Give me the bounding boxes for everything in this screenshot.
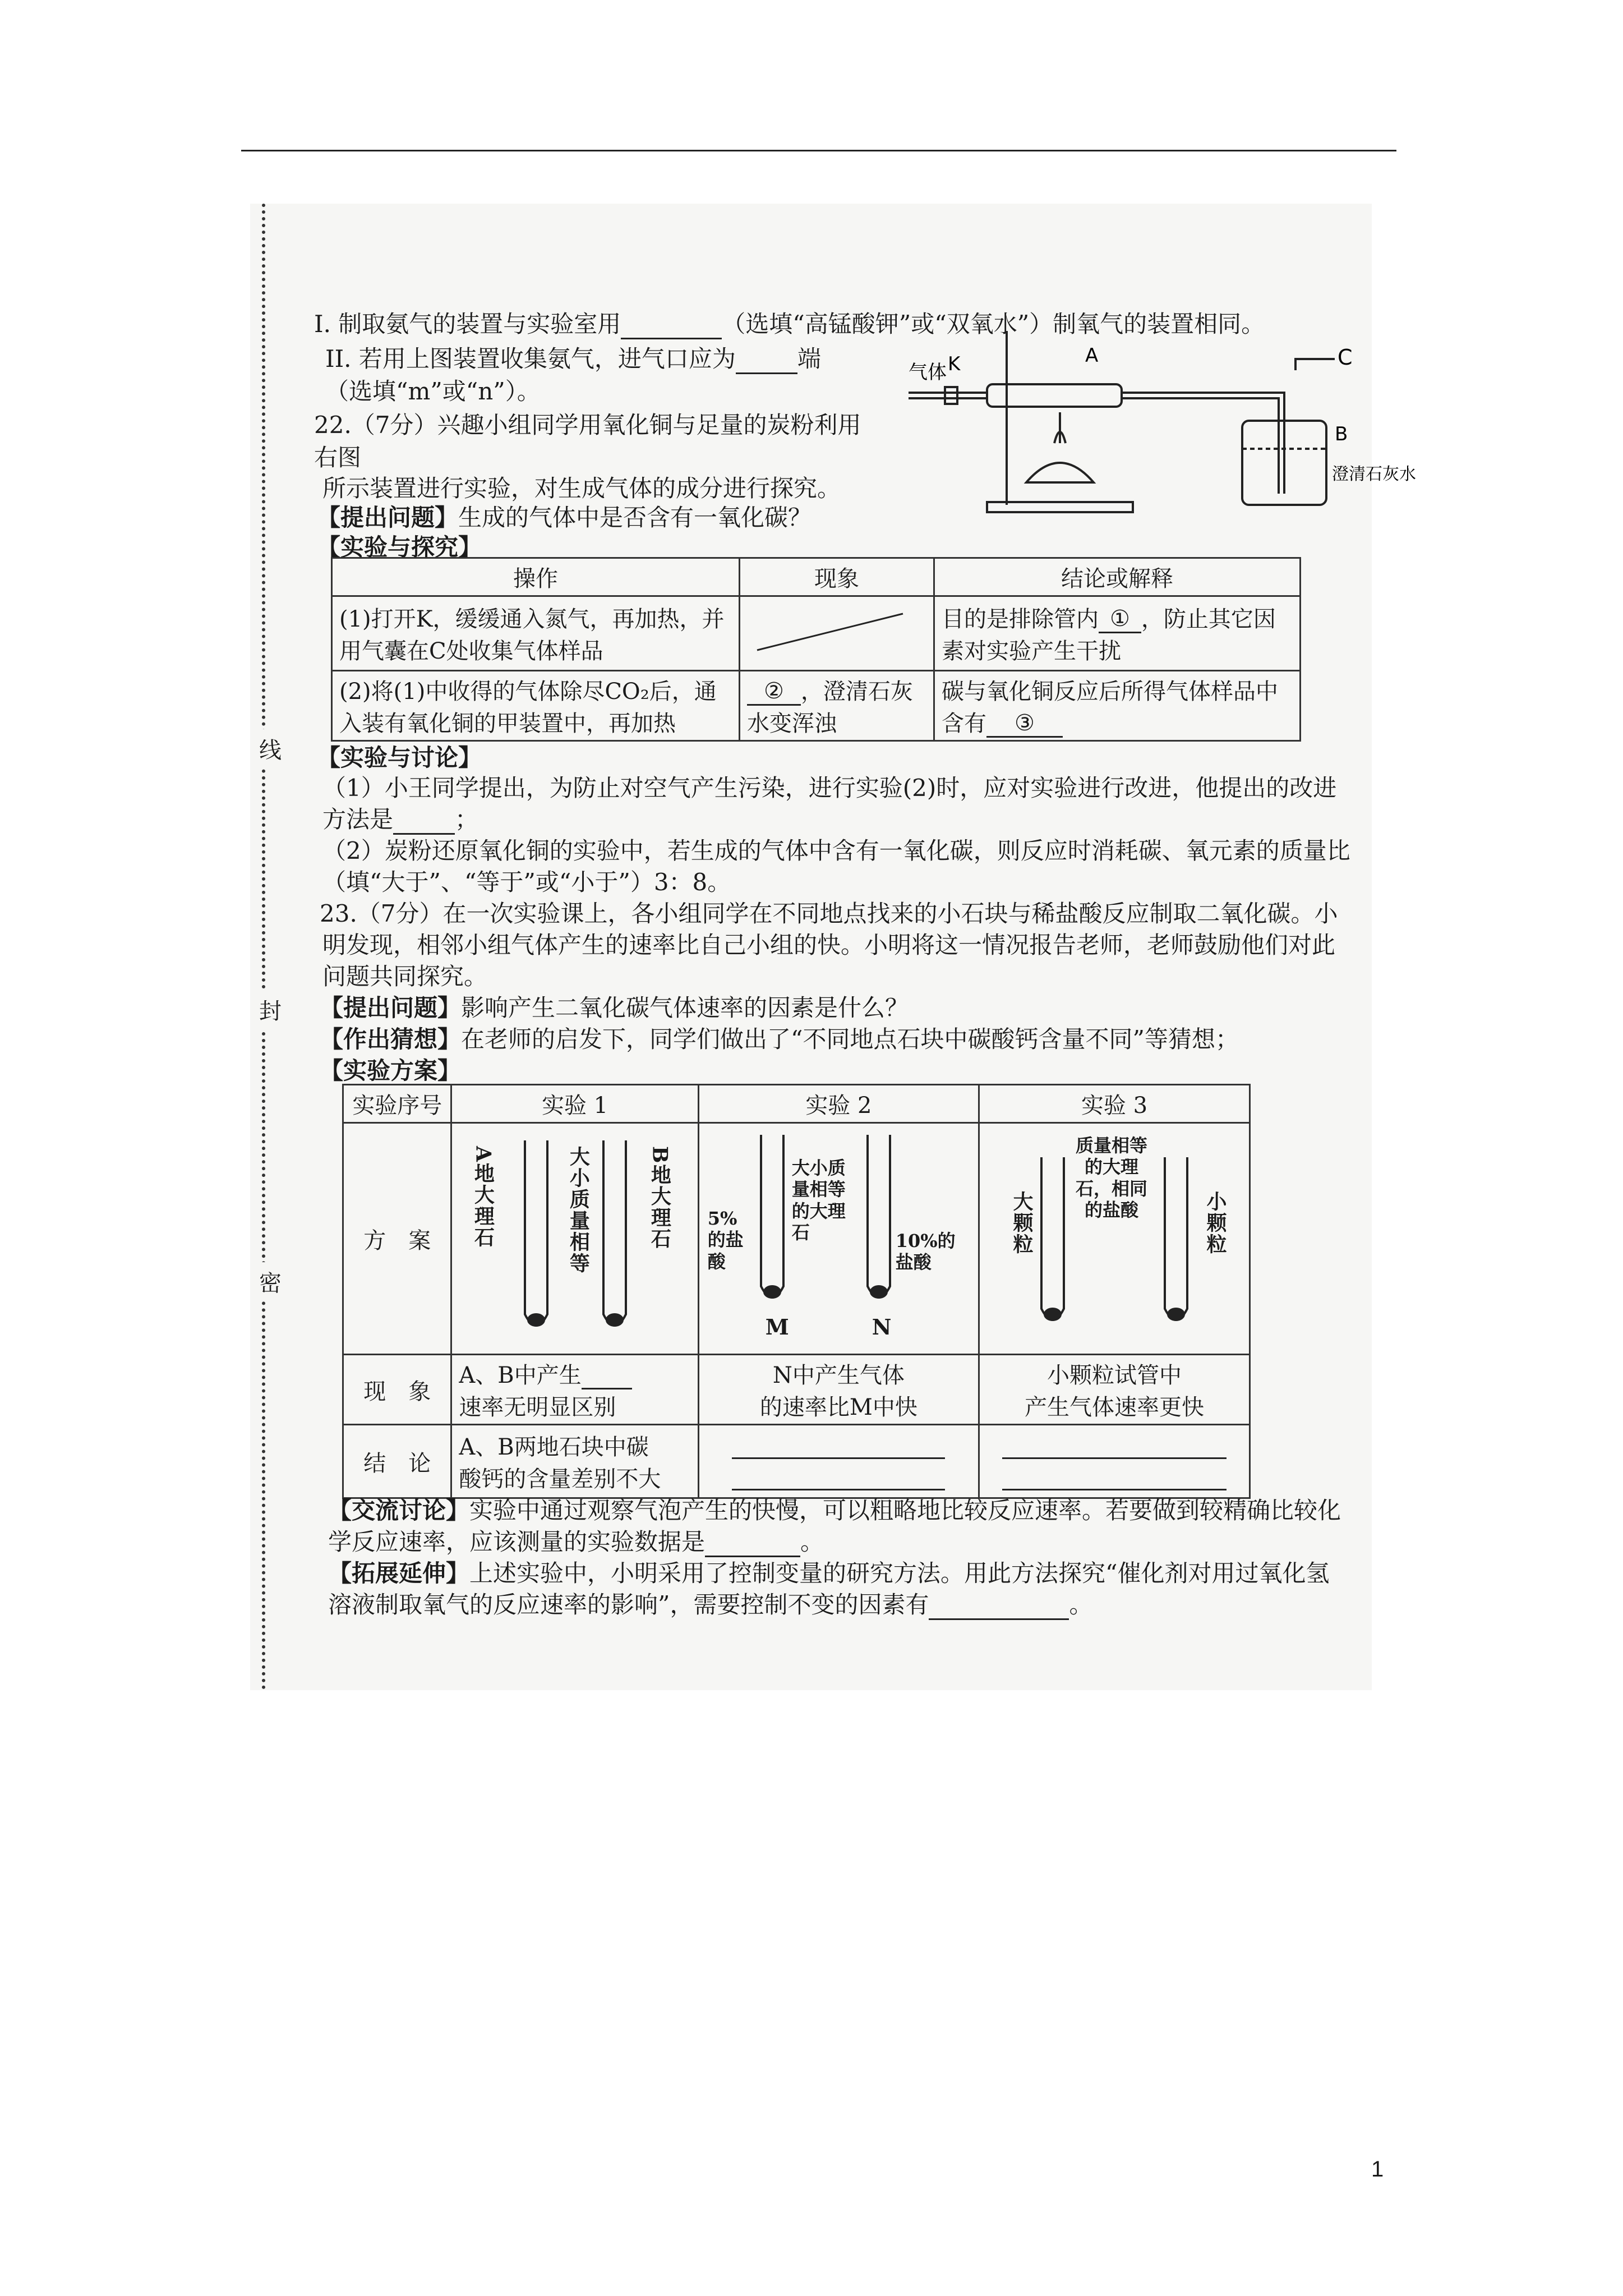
q22-col-phen: 现象 — [740, 558, 934, 596]
q23-col-exp1: 实验 1 — [451, 1085, 698, 1123]
q22-row1-conc-pre: 目的是排除管内 — [942, 606, 1099, 632]
q22-question — [317, 499, 811, 533]
q23-phen3 — [979, 1355, 1250, 1425]
exp1-label-b: B地大理石 — [648, 1146, 672, 1250]
q23-p3: 问题共同探究。 — [322, 963, 488, 990]
q22-row1-op: (1)打开K，缓缓通入氮气，再加热，并用气囊在C处收集气体样品 — [332, 596, 740, 671]
apparatus-label-lime: 澄清石灰水 — [1332, 464, 1416, 484]
q23-ext2-text: 溶液制取氧气的反应速率的影响”，需要控制不变的因素有 — [328, 1591, 929, 1618]
apparatus-label-b: B — [1335, 423, 1348, 445]
q23-phen1-line2: 速率无明显区别 — [459, 1395, 616, 1420]
q22-row2-phen-post: ，澄清石灰水变浑浊 — [747, 679, 913, 737]
q22-d1: （1）小王同学提出，为防止对空气产生污染，进行实验(2)时，应对实验进行改进，他提出的改进 — [322, 774, 1337, 802]
diagonal-slash — [740, 597, 920, 664]
q23-comm-label: 【交流讨论】 — [328, 1497, 470, 1524]
apparatus-label-gas: 气体 — [909, 361, 947, 384]
q23-row-conc — [343, 1425, 1250, 1498]
q22-col-op: 操作 — [332, 558, 740, 596]
q23-phen1-line1 — [459, 1358, 690, 1389]
q23-row-conc-label: 结 论 — [343, 1425, 451, 1498]
q22-row2-op: (2)将(1)中收得的气体除尽CO₂后，通入装有氧化铜的甲装置中，再加热 — [332, 671, 740, 741]
q23-comm — [328, 1492, 1341, 1526]
q23-ext2-end: 。 — [1069, 1591, 1093, 1618]
margin-char-mi: 密 — [259, 1262, 282, 1301]
q23-ext-label: 【拓展延伸】 — [328, 1559, 470, 1587]
q23-p2: 明发现，相邻小组气体产生的速率比自己小组的快。小明将这一情况报告老师，老师鼓励他们对此 — [322, 931, 1336, 959]
q23-row-phen-label: 现 象 — [343, 1355, 451, 1425]
q23-row-scheme-label: 方 案 — [343, 1123, 451, 1355]
q23-col-seq: 实验序号 — [343, 1085, 451, 1123]
q22-row2-conc-pre: 碳与氧化铜反应后所得气体样品中含有 — [942, 679, 1278, 737]
exp2-label-right: 10%的盐酸 — [895, 1230, 956, 1273]
q23-comm2-text: 学反应速率，应该测量的实验数据是 — [328, 1528, 706, 1556]
q22-disc-label: 【实验与讨论】 — [317, 744, 482, 771]
exp3-label-left: 大颗粒 — [1010, 1191, 1034, 1255]
q23-phen3-line2: 产生气体速率更快 — [1025, 1395, 1204, 1420]
apparatus-diagram — [892, 314, 1416, 527]
q23-guess-label: 【作出猜想】 — [320, 1025, 462, 1053]
q22-d1c: ； — [455, 806, 479, 833]
q23-exp2-cell — [698, 1123, 979, 1355]
q21-ii-post: 端 — [797, 345, 821, 372]
exp3-label-right: 小颗粒 — [1204, 1191, 1227, 1255]
q23-table — [342, 1084, 1251, 1499]
q23-conc3 — [979, 1425, 1250, 1498]
stand-base — [987, 502, 1133, 512]
q23-conc2-blank-1 — [732, 1432, 945, 1459]
q22-row2-conc — [934, 671, 1301, 741]
exp2-label-m: M — [765, 1314, 789, 1340]
q23-conc1-line1: A、B两地石块中碳 — [459, 1434, 649, 1460]
exp3-label-mid: 质量相等的大理石，相同的盐酸 — [1075, 1135, 1147, 1221]
q22-heading-2: 右图 — [314, 444, 362, 471]
q23-col-exp2: 实验 2 — [698, 1085, 979, 1123]
q23-guess-text: 在老师的启发下，同学们做出了“不同地点石块中碳酸钙含量不同”等猜想； — [461, 1025, 1239, 1053]
q23-comm-text: 实验中通过观察气泡产生的快慢，可以粗略地比较反应速率。若要做到较精确比较化 — [469, 1497, 1341, 1524]
alcohol-lamp — [1026, 463, 1094, 482]
q23-question-text: 影响产生二氧化碳气体速率的因素是什么？ — [461, 994, 909, 1022]
q22-d1b — [322, 801, 478, 835]
q22-heading-3: 所示装置进行实验，对生成气体的成分进行探究。 — [322, 475, 841, 502]
q22-heading: 22.（7分）兴趣小组同学用氧化铜与足量的炭粉利用 — [314, 411, 861, 439]
q23-phen2-line2: 的速率比M中快 — [759, 1395, 917, 1420]
q23-table-header — [343, 1085, 1250, 1123]
q21-part-ii — [325, 341, 821, 374]
q23-exp1-cell — [451, 1123, 698, 1355]
q21-i-pre: I. 制取氨气的装置与实验室用 — [314, 310, 621, 338]
q22-blank-1: ① — [1099, 606, 1141, 633]
q22-question-text: 生成的气体中是否含有一氧化碳？ — [458, 504, 812, 531]
page-number: 1 — [1371, 2157, 1384, 2182]
margin-char-feng: 封 — [259, 990, 282, 1029]
q22-col-conc: 结论或解释 — [934, 558, 1301, 596]
q22-table-row-2 — [332, 671, 1301, 741]
header-rule — [241, 150, 1396, 151]
apparatus-label-a: A — [1085, 344, 1099, 367]
exp1-label-mid: 大小质量相等 — [566, 1146, 591, 1274]
q23-comm2 — [328, 1524, 824, 1557]
q22-blank-3: ③ — [986, 710, 1063, 738]
q23-p1: 23.（7分）在一次实验课上，各小组同学在不同地点找来的小石块与稀盐酸反应制取二氧化碳。小 — [320, 900, 1338, 927]
q21-ii-note: （选填“m”或“n”）。 — [325, 378, 541, 405]
apparatus-label-k: K — [948, 353, 961, 375]
q22-blank-2: ② — [747, 678, 801, 706]
q22-table — [331, 557, 1301, 742]
exp1-label-a: A地大理石 — [471, 1146, 495, 1248]
q21-ii-pre: II. 若用上图装置收集氨气，进气口应为 — [325, 345, 736, 372]
q23-row-phen — [343, 1355, 1250, 1425]
q23-conc3-blank-2 — [1002, 1464, 1227, 1490]
q23-col-exp3: 实验 3 — [979, 1085, 1250, 1123]
margin-char-xian: 线 — [259, 729, 282, 768]
q22-table-row-1 — [332, 596, 1301, 671]
q22-d2: （2）炭粉还原氧化铜的实验中，若生成的气体中含有一氧化碳，则反应时消耗碳、氧元素的质量比 — [322, 837, 1350, 864]
q23-plan-label: 【实验方案】 — [320, 1057, 462, 1084]
q23-ext-blank — [929, 1618, 1069, 1620]
q23-exp3-cell — [979, 1123, 1250, 1355]
q23-phen2 — [698, 1355, 979, 1425]
q23-question-label: 【提出问题】 — [320, 994, 462, 1022]
q23-row-scheme — [343, 1123, 1250, 1355]
q22-table-header — [332, 558, 1301, 596]
q23-conc2-blank-2 — [732, 1464, 945, 1490]
q23-comm2-end: 。 — [800, 1528, 824, 1556]
q21-i-post: （选填“高锰酸钾”或“双氧水”）制氧气的装置相同。 — [722, 310, 1265, 338]
q23-guess — [320, 1021, 1239, 1055]
q23-phen2-line1: N中产生气体 — [772, 1363, 905, 1388]
q22-d1b-text: 方法是 — [322, 806, 394, 833]
exp2-label-n: N — [872, 1314, 892, 1340]
q22-explore-label: 【实验与探究】 — [317, 533, 482, 561]
q23-phen1-text: A、B中产生 — [459, 1363, 582, 1388]
q23-phen3-line1: 小颗粒试管中 — [1047, 1363, 1182, 1388]
binding-dotted-line — [262, 204, 265, 1690]
q23-ext — [328, 1555, 1330, 1589]
q23-ext-text: 上述实验中，小明采用了控制变量的研究方法。用此方法探究“催化剂对用过氧化氢 — [469, 1559, 1330, 1587]
q23-question — [320, 990, 909, 1023]
exp2-label-left: 5%的盐酸 — [707, 1208, 744, 1272]
q23-conc2 — [698, 1425, 979, 1498]
valve-k — [945, 387, 957, 404]
q22-row1-conc — [934, 596, 1301, 671]
apparatus-label-c: C — [1338, 345, 1353, 370]
q22-row2-phen — [740, 671, 934, 741]
q23-conc1 — [451, 1425, 698, 1498]
q23-phen1 — [451, 1355, 698, 1425]
q23-conc3-blank-1 — [1002, 1432, 1227, 1459]
q23-ext2 — [328, 1586, 1093, 1620]
q22-row1-conc-post: ，防止其它因素对实验产生干扰 — [942, 606, 1276, 664]
exp2-label-mid: 大小质量相等的大理石 — [791, 1157, 846, 1244]
q23-conc1-line2: 酸钙的含量差别不大 — [459, 1466, 661, 1492]
q21-i-blank — [621, 338, 722, 339]
q22-question-label: 【提出问题】 — [317, 504, 459, 531]
q22-d2b: （填“大于”、“等于”或“小于”）3：8。 — [322, 868, 731, 896]
q21-ii-blank — [736, 372, 797, 374]
q22-row1-phen — [740, 596, 934, 671]
